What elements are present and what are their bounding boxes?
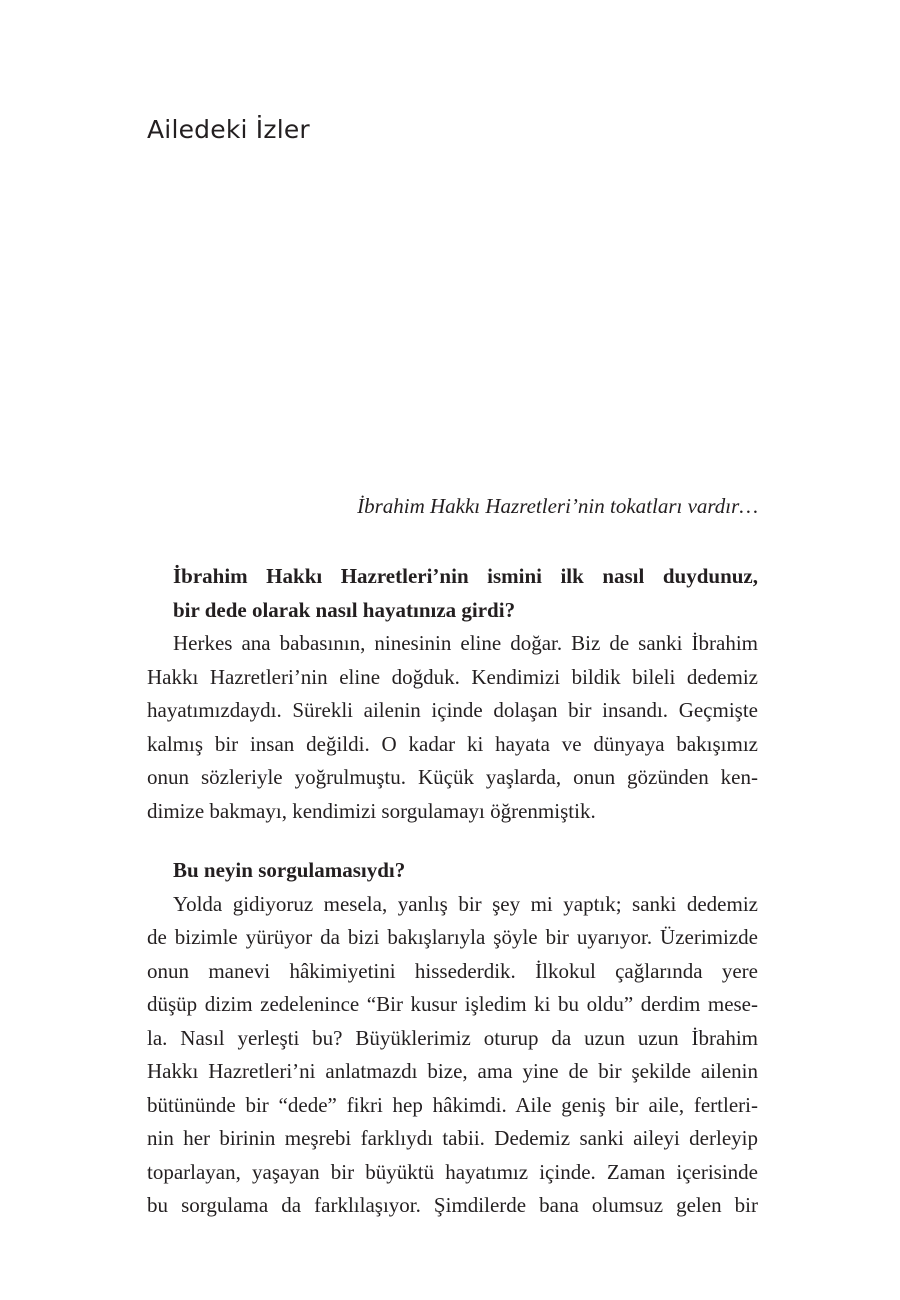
interview-answer-1 [147, 627, 758, 828]
answer-line: kalmış bir insan değildi. O kadar ki hayata ve dünyaya bakışımız [147, 731, 758, 756]
question-line: İbrahim Hakkı Hazretleri’nin ismini ilk nasıl duydunuz, [173, 564, 758, 588]
answer-line: düşüp dizim zedelenince “Bir kusur işledim ki bu oldu” derdim mese- [147, 992, 758, 1016]
answer-line: onun manevi hâkimiyetini hissederdik. İlkokul çağlarında yere [147, 958, 758, 983]
interview-question-1 [147, 560, 758, 627]
answer-line: la. Nasıl yerleşti bu? Büyüklerimiz oturup da uzun uzun İbrahim [147, 1025, 758, 1050]
answer-line: nin her birinin meşrebi farklıydı tabii. Dedemiz sanki aileyi derleyip [147, 1126, 758, 1150]
answer-line: dimize bakmayı, kendimizi sorgulamayı öğrenmiştik. [147, 798, 596, 823]
answer-line: toparlayan, yaşayan bir büyüktü hayatımız içinde. Zaman içerisinde [147, 1159, 758, 1184]
question-line: bir dede olarak nasıl hayatınıza girdi? [173, 597, 516, 622]
epigraph: İbrahim Hakkı Hazretleri’nin tokatları vardır… [357, 494, 758, 518]
paragraph-gap [147, 828, 758, 854]
answer-line: de bizimle yürüyor da bizi bakışlarıyla şöyle bir uyarıyor. Üzerimizde [147, 925, 758, 949]
answer-line: onun sözleriyle yoğrulmuştu. Küçük yaşlarda, onun gözünden ken- [147, 765, 758, 789]
answer-line: Yolda gidiyoruz mesela, yanlış bir şey mi yaptık; sanki dedemiz [173, 891, 758, 916]
answer-line: Herkes ana babasının, ninesinin eline doğar. Biz de sanki İbrahim [173, 631, 758, 655]
interview-question-2 [147, 854, 758, 888]
answer-line: Hakkı Hazretleri’ni anlatmazdı bize, ama yine de bir şekilde ailenin [147, 1059, 758, 1083]
answer-line: bütününde bir “dede” fikri hep hâkimdi. Aile geniş bir aile, fertleri- [147, 1092, 758, 1117]
question-line: Bu neyin sorgulamasıydı? [173, 858, 406, 882]
answer-line: Hakkı Hazretleri’nin eline doğduk. Kendimizi bildik bileli dedemiz [147, 664, 758, 689]
answer-line: bu sorgulama da farklılaşıyor. Şimdilerde bana olumsuz gelen bir [147, 1193, 758, 1217]
section-heading: Ailedeki İzler [147, 115, 310, 144]
body-text [147, 560, 758, 1223]
interview-answer-2 [147, 888, 758, 1223]
answer-line: hayatımızdaydı. Sürekli ailenin içinde dolaşan bir insandı. Geçmişte [147, 698, 758, 722]
